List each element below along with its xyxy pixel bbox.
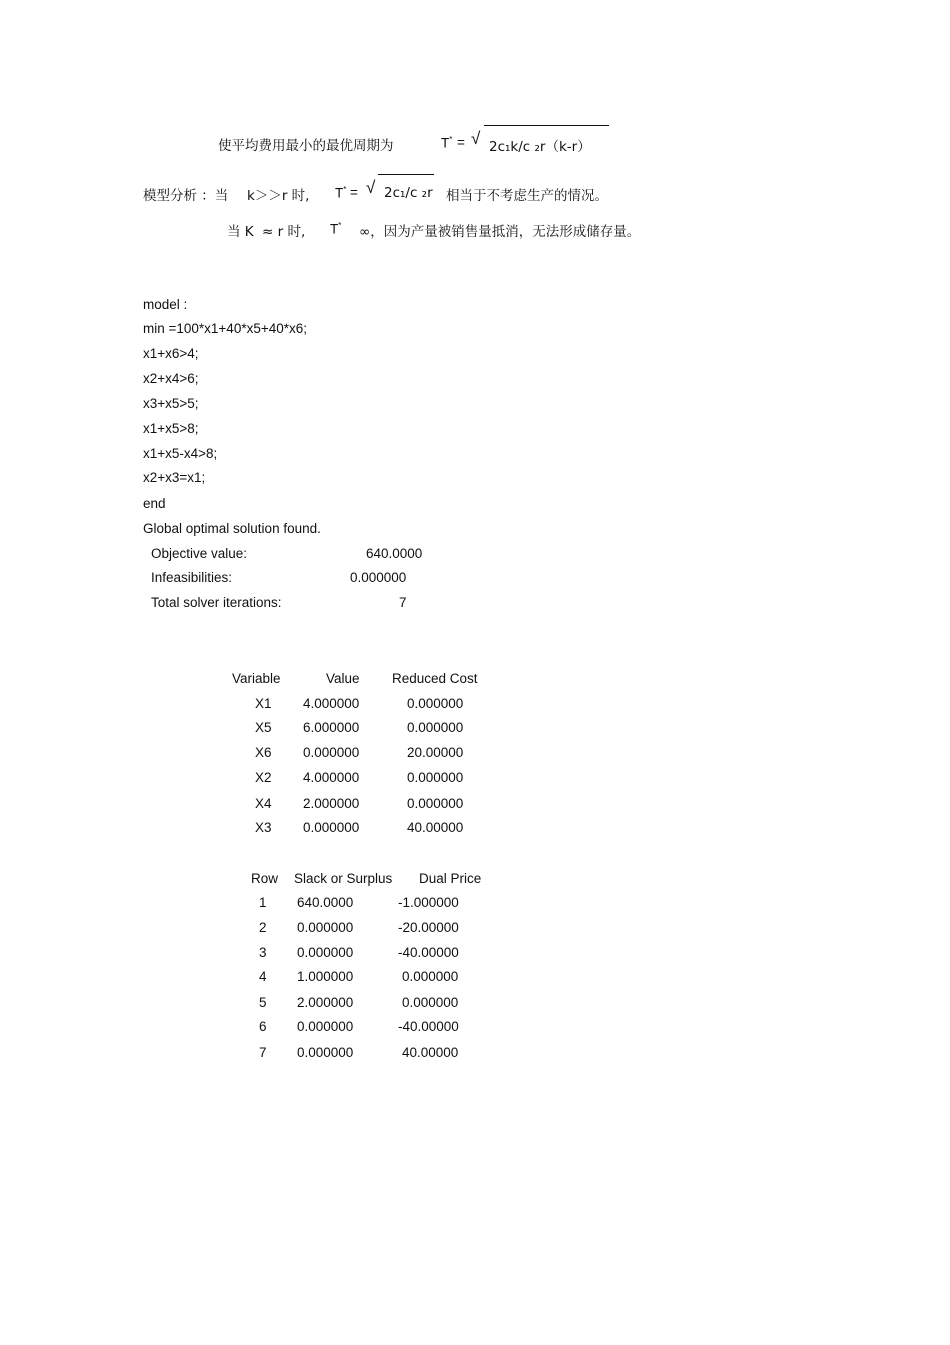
table-cell: 40.00000 (402, 1045, 459, 1060)
table-cell: X4 (255, 796, 272, 811)
table-cell: -40.00000 (398, 945, 459, 960)
table-cell: 2.000000 (303, 796, 360, 811)
summary-value: 640.0000 (366, 546, 423, 561)
column-header: Reduced Cost (392, 671, 478, 686)
table-cell: 0.000000 (303, 745, 360, 760)
radical-bar (484, 125, 609, 126)
table-cell: 0.000000 (297, 1019, 354, 1034)
table-cell: 7 (259, 1045, 267, 1060)
table-cell: 2.000000 (297, 995, 354, 1010)
table-cell: X5 (255, 720, 272, 735)
formula-t-symbol-3: T* (330, 221, 342, 237)
table-cell: -1.000000 (398, 895, 459, 910)
code-line: model : (143, 297, 188, 312)
sqrt-icon: √ (471, 129, 481, 148)
table-cell: 4.000000 (303, 696, 360, 711)
table-cell: X2 (255, 770, 272, 785)
optimal-period-text: 使平均费用最小的最优周期为 (218, 138, 394, 154)
table-cell: 0.000000 (407, 720, 464, 735)
table-cell: 6 (259, 1019, 267, 1034)
radical-bar-2 (378, 174, 434, 175)
table-cell: 40.00000 (407, 820, 464, 835)
formula-equals: = (457, 135, 465, 150)
case-k-equals-r-condition: ≈ r 时, (262, 224, 306, 240)
table-cell: 2 (259, 920, 267, 935)
code-line: min =100*x1+40*x5+40*x6; (143, 321, 307, 336)
table-cell: X3 (255, 820, 272, 835)
code-line: x2+x4>6; (143, 371, 199, 386)
table-cell: 3 (259, 945, 267, 960)
table-cell: 0.000000 (402, 969, 459, 984)
table-cell: 0.000000 (407, 770, 464, 785)
code-line: x1+x5-x4>8; (143, 446, 218, 461)
table-cell: 640.0000 (297, 895, 354, 910)
case-k-equals-r-head: 当 K (227, 224, 254, 240)
table-cell: 0.000000 (407, 796, 464, 811)
table-cell: X6 (255, 745, 272, 760)
model-analysis-label: 模型分析 ：当 (143, 188, 229, 204)
formula-radicand: 2c₁k/c ₂r（k-r） (489, 139, 591, 155)
table-cell: 4 (259, 969, 267, 984)
solution-status: Global optimal solution found. (143, 521, 321, 536)
column-header: Slack or Surplus (294, 871, 393, 886)
code-line: x1+x6>4; (143, 346, 199, 361)
code-line: x2+x3=x1; (143, 470, 206, 485)
table-cell: 20.00000 (407, 745, 464, 760)
table-cell: 5 (259, 995, 267, 1010)
table-cell: X1 (255, 696, 272, 711)
formula-t-symbol: T* (441, 135, 453, 151)
table-cell: 0.000000 (407, 696, 464, 711)
analysis-conclusion: 相当于不考虑生产的情况。 (446, 188, 608, 204)
code-line: end (143, 496, 166, 511)
table-cell: 0.000000 (297, 1045, 354, 1060)
summary-label: Total solver iterations: (151, 595, 282, 610)
table-cell: -20.00000 (398, 920, 459, 935)
code-line: x3+x5>5; (143, 396, 199, 411)
summary-value: 0.000000 (350, 570, 407, 585)
infinity-explanation: ∞，因为产量被销售量抵消，无法形成储存量。 (359, 224, 641, 240)
table-cell: 1 (259, 895, 267, 910)
formula-radicand-2: 2c₁/c ₂r (384, 185, 433, 201)
column-header: Variable (232, 671, 281, 686)
table-cell: 0.000000 (297, 920, 354, 935)
formula-t-symbol-2: T* (335, 185, 347, 201)
summary-label: Objective value: (151, 546, 248, 561)
sqrt-icon-2: √ (366, 178, 376, 197)
table-cell: 0.000000 (303, 820, 360, 835)
table-cell: 6.000000 (303, 720, 360, 735)
column-header: Row (251, 871, 279, 886)
table-cell: 0.000000 (297, 945, 354, 960)
summary-label: Infeasibilities: (151, 570, 233, 585)
table-cell: 0.000000 (402, 995, 459, 1010)
code-line: x1+x5>8; (143, 421, 199, 436)
formula-equals-2: = (350, 185, 358, 200)
column-header: Dual Price (419, 871, 482, 886)
condition-k-much-greater-r: k＞＞r 时, (247, 188, 310, 204)
summary-value: 7 (399, 595, 407, 610)
table-cell: -40.00000 (398, 1019, 459, 1034)
column-header: Value (326, 671, 360, 686)
table-cell: 1.000000 (297, 969, 354, 984)
table-cell: 4.000000 (303, 770, 360, 785)
